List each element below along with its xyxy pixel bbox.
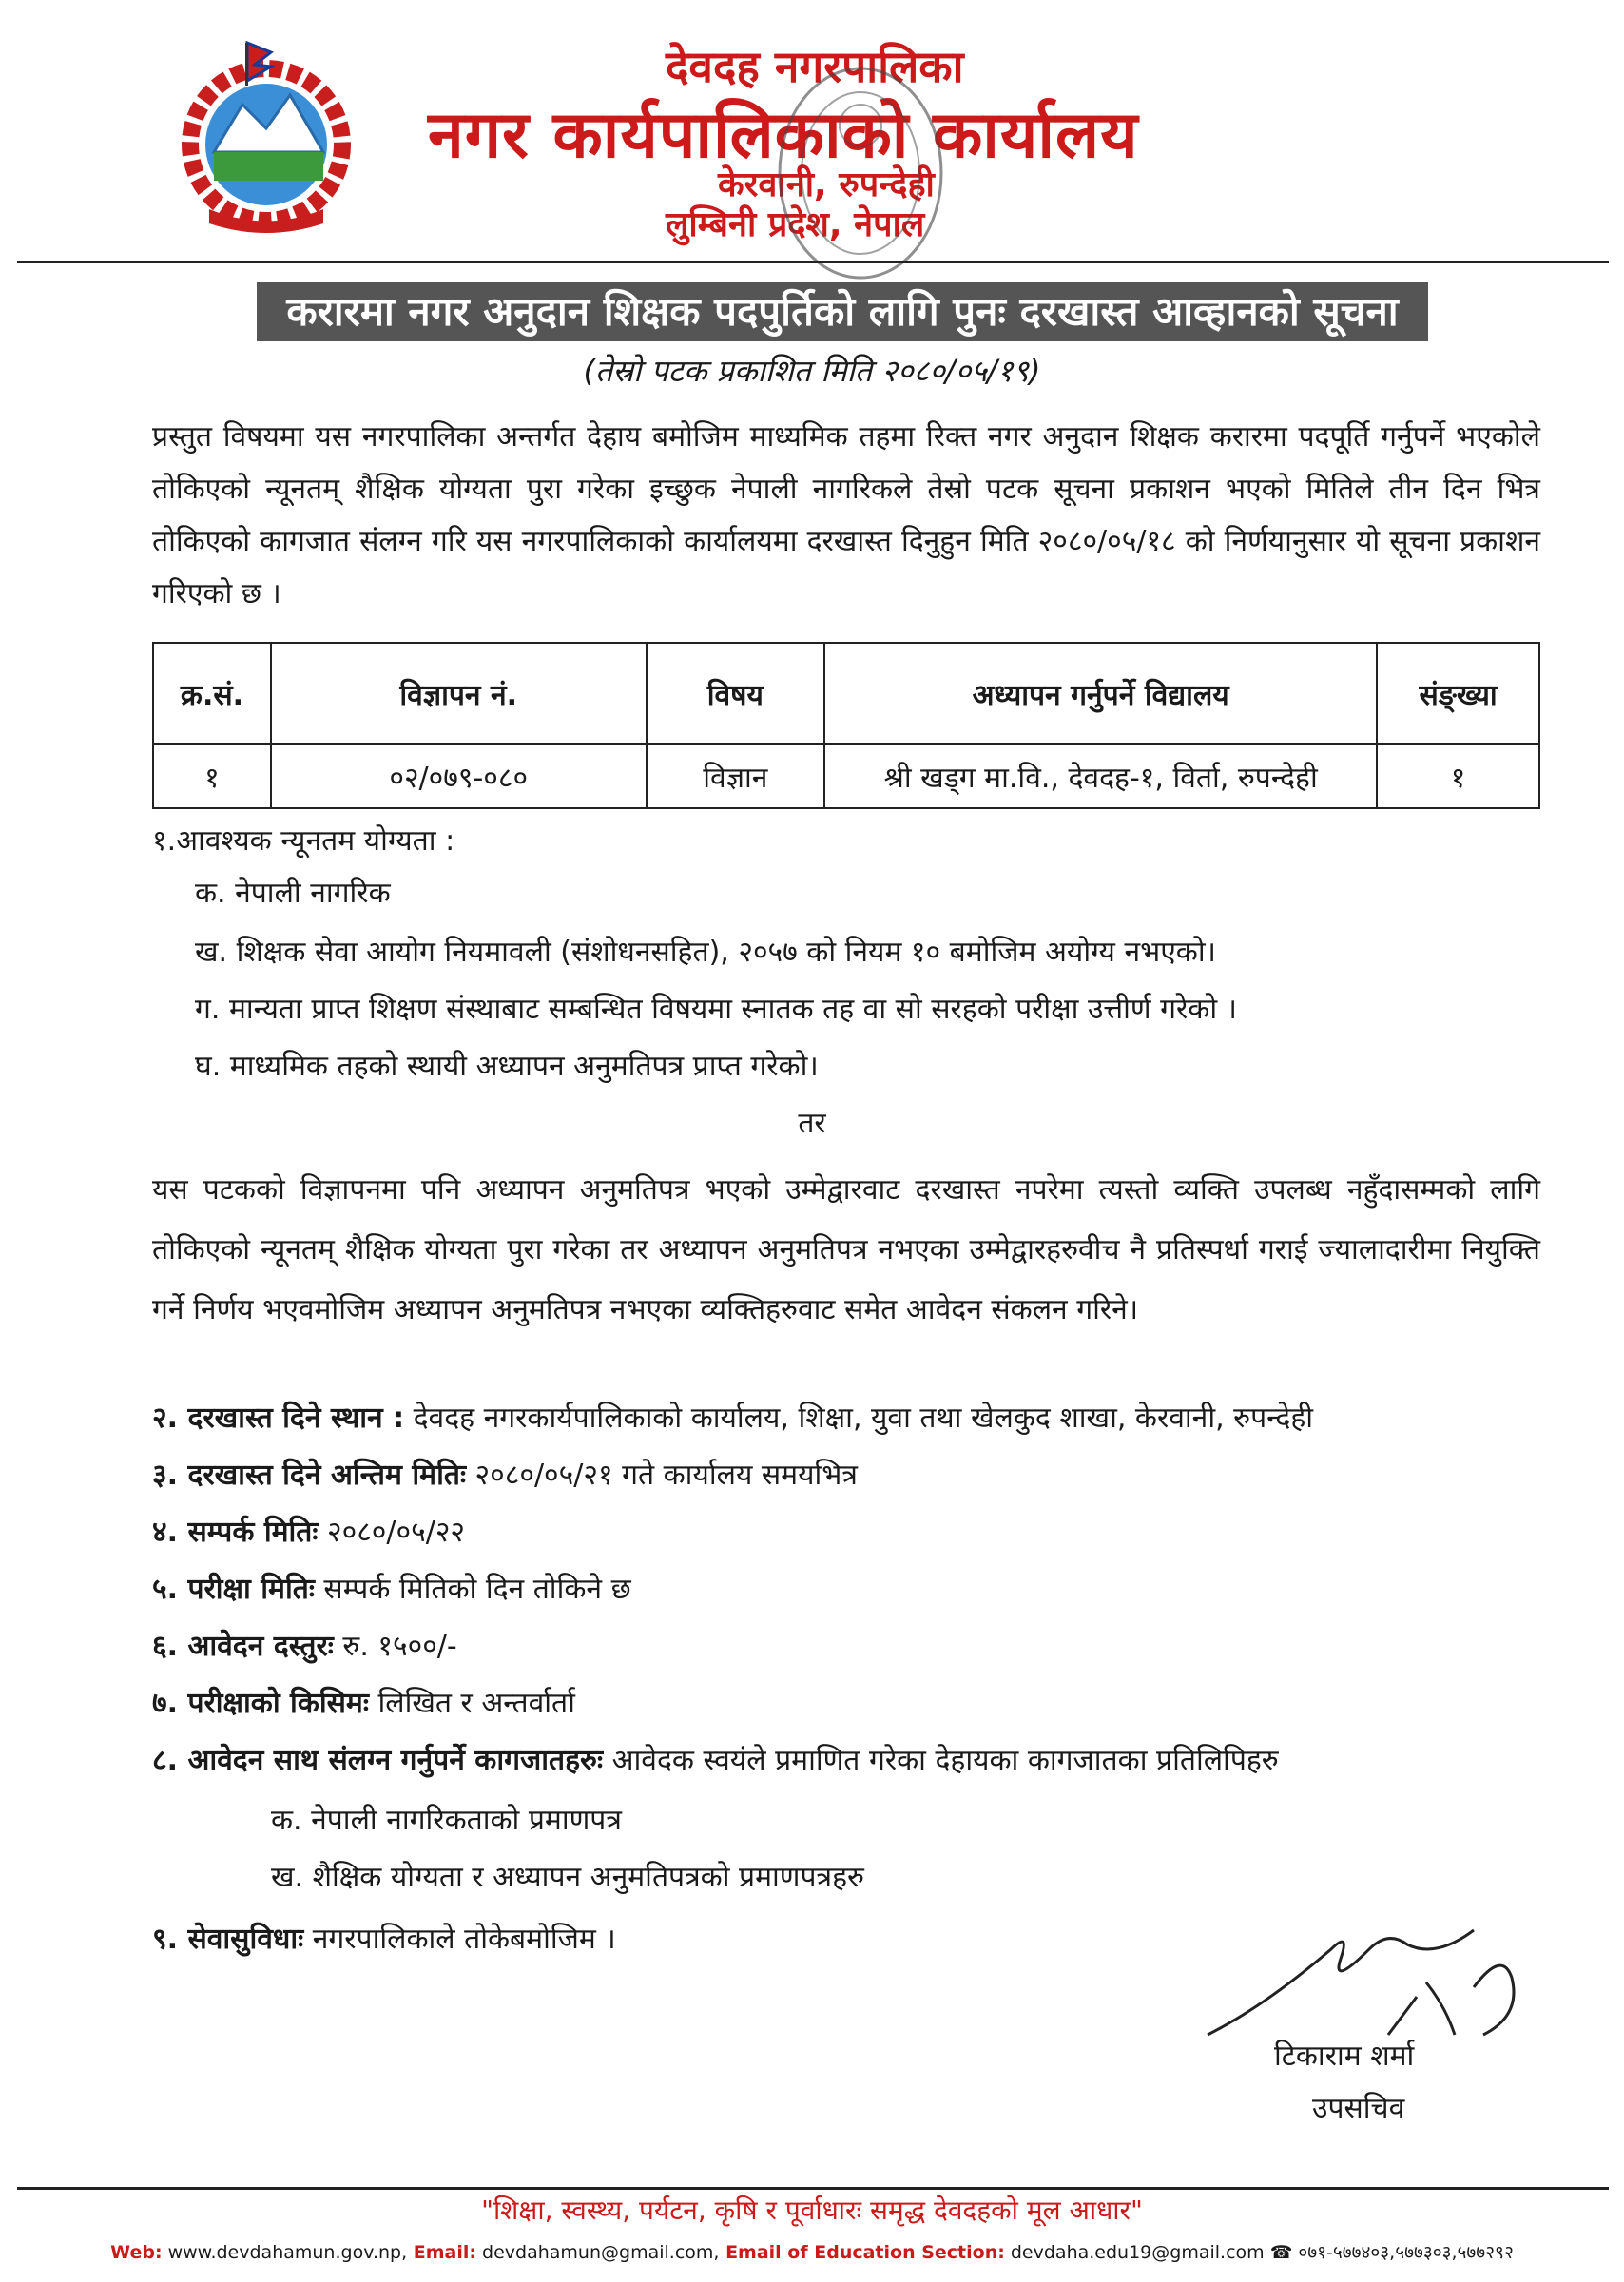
detail-label: ६. आवेदन दस्तुरः [152,1630,334,1663]
municipality-name: देवदह नगरपालिका [666,41,964,92]
col-advert-no: विज्ञापन नं. [271,643,647,744]
col-serial: क्र.सं. [153,643,271,744]
table-header-row [153,643,1539,744]
footer-motto: "शिक्षा, स्वस्थ्य, पर्यटन, कृषि र पूर्वाधारः समृद्ध देवदहको मूल आधार" [481,2195,1143,2226]
but-conjunction: तर [798,1107,826,1140]
qualification-item: ख. शिक्षक सेवा आयोग नियमावली (संशोधनसहित), २०५७ को नियम १० बमोजिम अयोग्य नभएको। [195,936,1216,969]
edu-email-link[interactable]: devdaha.edu19@gmail.com [1004,2242,1265,2263]
detail-value: आवेदक स्वयंले प्रमाणित गरेका देहायका कागजातका प्रतिलिपिहरु [603,1744,1279,1777]
cell-serial: १ [153,744,271,808]
footer-contacts [0,2239,1624,2264]
address-line-2: लुम्बिनी प्रदेश, नेपाल [666,205,925,244]
phone-numbers: ☎ ०७१-५७७४०३,५७७३०३,५७७२९२ [1264,2242,1514,2263]
footer-divider [17,2187,1609,2190]
detail-deadline [152,1457,858,1495]
signatory-name: टिकाराम शर्मा [1274,2040,1415,2073]
cell-subject: विज्ञान [647,744,825,808]
notice-subtitle: (तेस्रो पटक प्रकाशित मिति २०८०/०५/१९) [583,353,1041,389]
cell-advert-no: ०२/०७९-०८० [271,744,647,808]
col-subject: विषय [647,643,825,744]
detail-fee [152,1628,457,1666]
vacancy-table [152,642,1540,809]
email-label: Email: [407,2242,476,2263]
detail-label: २. दरखास्त दिने स्थान : [152,1402,405,1435]
nepal-emblem-icon [171,38,361,238]
notice-title: करारमा नगर अनुदान शिक्षक पदपुर्तिको लागि पुनः दरखास्त आव्हानको सूचना [257,282,1428,341]
qualifications-heading: १.आवश्यक न्यूनतम योग्यता : [152,824,455,858]
col-count: संङ्ख्या [1377,643,1539,744]
document-item: क. नेपाली नागरिकताको प्रमाणपत्र [271,1804,622,1837]
detail-value: २०८०/०५/२१ गते कार्यालय समयभित्र [466,1459,858,1492]
detail-facility [152,1921,616,1959]
signatory-title: उपसचिव [1312,2092,1405,2125]
detail-value: देवदह नगरकार्यपालिकाको कार्यालय, शिक्षा, युवा तथा खेलकुद शाखा, केरवानी, रुपन्देही [404,1402,1314,1435]
detail-value: रु. १५००/- [333,1630,457,1663]
detail-label: ४. सम्पर्क मितिः [152,1516,319,1549]
cell-count: १ [1377,744,1539,808]
table-row [153,744,1539,808]
detail-label: ७. परीक्षाको किसिमः [152,1687,369,1720]
address-line-1: केरवानी, रुपन्देही [718,165,935,204]
exception-paragraph: यस पटकको विज्ञापनमा पनि अध्यापन अनुमतिपत्र भएको उम्मेद्वारवाट दरखास्त नपरेमा त्यस्तो व्यक्ति उपलब्ध नहुँदासम्मको लागि तोकिएको न्यूनतम् शैक्षिक योग्यता पुरा गरेका तर अध्यापन अनुमतिपत्र नभएका उम्मेद्वारहरुवीच नै प्रतिस्पर्धा गराई ज्यालादारीमा नियुक्ति गर्ने निर्णय भएवमोजिम अध्यापन अनुमतिपत्र नभएका व्यक्तिहरुवाट समेत आवेदन संकलन गरिने। [152,1173,1540,1326]
detail-value: नगरपालिकाले तोकेबमोजिम । [303,1923,616,1956]
detail-label: ३. दरखास्त दिने अन्तिम मितिः [152,1459,467,1492]
detail-documents [152,1742,1279,1780]
intro-paragraph: प्रस्तुत विषयमा यस नगरपालिका अन्तर्गत देहाय बमोजिम माध्यमिक तहमा रिक्त नगर अनुदान शिक्षक करारमा पदपूर्ति गर्नुपर्ने भएकोले तोकिएको न्यूनतम् शैक्षिक योग्यता पुरा गरेका इच्छुक नेपाली नागरिकले तेस्रो पटक सूचना प्रकाशन भएको मितिले तीन दिन भित्र तोकिएको कागजात संलग्न गरि यस नगरपालिकाको कार्यालयमा दरखास्त दिनुहुन मिति २०८०/०५/१८ को निर्णयानुसार यो सूचना प्रकाशन गरिएको छ । [152,420,1540,610]
website-link[interactable]: www.devdahamun.gov.np, [162,2242,408,2263]
email-link[interactable]: devdahamun@gmail.com, [476,2242,720,2263]
detail-location [152,1400,1313,1438]
detail-value: सम्पर्क मितिको दिन तोकिने छ [314,1573,631,1606]
office-stamp-icon [770,59,951,287]
qualification-item: क. नेपाली नागरिक [195,877,391,910]
header-divider [17,261,1609,263]
detail-exam-type [152,1685,575,1723]
detail-value: २०८०/०५/२२ [318,1516,466,1549]
col-school: अध्यापन गर्नुपर्ने विद्यालय [824,643,1377,744]
detail-exam-date [152,1571,631,1609]
detail-label: ९. सेवासुविधाः [152,1923,304,1956]
qualification-item: घ. माध्यमिक तहको स्थायी अध्यापन अनुमतिपत्र प्राप्त गरेको। [195,1050,819,1083]
office-name: नगर कार्यपालिकाको कार्यालय [428,98,1139,173]
detail-label: ८. आवेदन साथ संलग्न गर्नुपर्ने कागजातहरुः [152,1744,604,1777]
detail-value: लिखित र अन्तर्वार्ता [368,1687,575,1720]
detail-contact-date [152,1514,465,1552]
web-label: Web: [110,2242,163,2263]
qualification-item: ग. मान्यता प्राप्त शिक्षण संस्थाबाट सम्बन्धित विषयमा स्नातक तह वा सो सरहको परीक्षा उत्तीर्ण गरेको । [195,993,1238,1026]
edu-email-label: Email of Education Section: [719,2242,1005,2263]
document-item: ख. शैक्षिक योग्यता र अध्यापन अनुमतिपत्रको प्रमाणपत्रहरु [271,1861,864,1894]
cell-school: श्री खड्ग मा.वि., देवदह-१, विर्ता, रुपन्देही [824,744,1377,808]
detail-label: ५. परीक्षा मितिः [152,1573,315,1606]
